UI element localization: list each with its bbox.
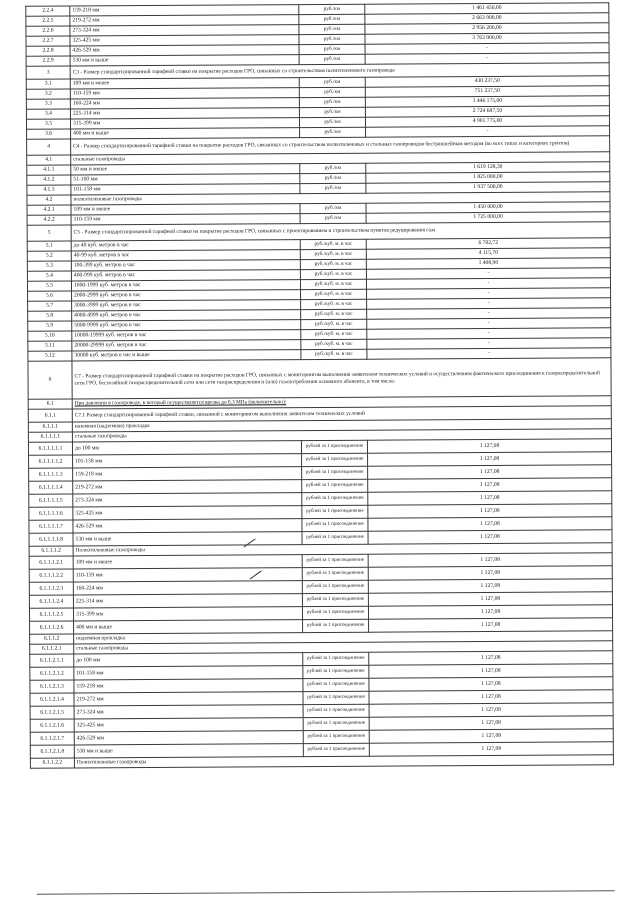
group-title: полиэтиленовые газопроводы	[71, 192, 610, 205]
group-title: подземная прокладка	[74, 631, 613, 644]
unit-of-measure: рублей за 1 присоединение	[302, 453, 368, 466]
rate-value: -	[366, 268, 610, 279]
unit-of-measure: рублей за 1 присоединение	[303, 619, 369, 632]
unit-of-measure: рублей за 1 присоединение	[302, 518, 368, 531]
item-number: 6.1.1.2.1.5	[30, 706, 74, 719]
item-number: 6.1.1.2.1.7	[30, 732, 74, 745]
section-title: С3 - Размер стандартизированной тарифной ставки на покрытие расходов ГРО, связанных со строительством полиэтиленового газопровода	[70, 63, 609, 79]
unit-of-measure: руб./км	[299, 14, 365, 24]
item-name: 160-224 мм	[70, 98, 299, 109]
unit-of-measure: руб./км	[299, 34, 365, 44]
rate-value: -	[365, 43, 609, 54]
item-name: 110-159 мм	[71, 214, 300, 225]
rate-value: 1 619 128,30	[366, 162, 610, 173]
section-title: С4 - Размер стандартизированной тарифной ставки на покрытие расходов ГРО, связанных со строительством полиэтиленовых и стальных газопроводов бестраншейным методом (во всех типах и категориях грунтов)	[71, 136, 610, 155]
item-number: 3	[26, 66, 70, 79]
rate-value: 1 127,08	[368, 517, 612, 531]
item-number: 5.1	[27, 241, 71, 251]
section-row	[28, 358, 611, 400]
rate-value: -	[367, 338, 611, 349]
rate-value: 2 663 900,00	[365, 13, 609, 24]
tariff-rates-table	[25, 2, 614, 769]
item-number: 2.2.4	[26, 6, 70, 16]
item-name: 20000-29999 куб. метров в час	[72, 340, 301, 351]
unit-of-measure: руб./км	[299, 77, 365, 87]
item-name: 2000-2999 куб. метров в час	[72, 290, 301, 301]
rate-value: 1 127,08	[369, 729, 613, 743]
group-title: Полиэтиленовые газопроводы	[73, 543, 612, 556]
unit-of-measure: руб./куб. м. в час	[301, 299, 367, 309]
rate-value: -	[367, 318, 611, 329]
group-title: наземная (надземная) прокладка	[72, 419, 611, 432]
item-number: 6.1.1.2	[30, 634, 74, 644]
unit-of-measure: рублей за 1 присоединение	[302, 580, 368, 593]
rate-value: 1 127,08	[368, 592, 612, 606]
unit-of-measure: руб./км	[299, 107, 365, 117]
item-number: 4	[27, 139, 71, 155]
unit-of-measure: рублей за 1 присоединение	[302, 492, 368, 505]
page-bottom-rule	[37, 890, 615, 895]
item-name: 159-218 мм	[70, 5, 299, 16]
item-number: 6.1.1.1.1.4	[29, 481, 73, 494]
unit-of-measure: руб./км	[299, 87, 365, 97]
item-number: 3.5	[26, 119, 70, 129]
rate-value: 4 115,70	[366, 248, 610, 259]
item-number: 4.1	[27, 155, 71, 165]
rate-value: 1 450 000,00	[366, 202, 610, 213]
unit-of-measure: руб./куб. м. в час	[301, 289, 367, 299]
group-title: стальные газопроводы	[72, 429, 611, 442]
rate-value: 1 127,08	[369, 618, 613, 632]
item-name: 219-272 мм	[70, 15, 299, 26]
group-title: стальные газопроводы	[71, 152, 610, 165]
rate-value: -	[367, 348, 611, 359]
item-name: 273-324 мм	[73, 493, 302, 507]
unit-of-measure: рублей за 1 присоединение	[302, 505, 368, 518]
rate-value: -	[366, 126, 610, 137]
unit-of-measure: рублей за 1 присоединение	[302, 466, 368, 479]
rate-value: -	[365, 53, 609, 64]
unit-of-measure: руб./км	[299, 97, 365, 107]
unit-of-measure: руб./км	[300, 183, 366, 193]
item-name: 10000-19999 куб. метров в час	[72, 330, 301, 341]
item-number: 6.1.1.1.1.7	[29, 520, 73, 533]
rate-value: -	[367, 328, 611, 339]
item-name: 530 мм и выше	[70, 55, 299, 66]
item-name: 101-158 мм	[73, 454, 302, 468]
rate-value: 1 127,08	[368, 504, 612, 518]
item-name: 219-272 мм	[73, 480, 302, 494]
rate-value: 1 127,08	[368, 491, 612, 505]
unit-of-measure: рублей за 1 присоединение	[302, 567, 368, 580]
item-number: 5.2	[27, 251, 71, 261]
rate-value: 1 127,08	[369, 716, 613, 730]
item-name: 51-100 мм	[71, 174, 300, 185]
item-number: 6.1.1.2.2	[30, 758, 74, 768]
item-name: 530 мм и выше	[74, 744, 303, 758]
item-name: 110-159 мм	[73, 568, 302, 582]
item-number: 6.1.1.2.1	[30, 644, 74, 654]
rate-value: 1 937 500,00	[366, 182, 610, 193]
rate-value: -	[367, 288, 611, 299]
rate-value: 3 763 900,00	[365, 33, 609, 44]
item-number: 2.2.8	[26, 46, 70, 56]
item-number: 5.8	[28, 311, 72, 321]
item-name: 110-159 мм	[70, 88, 299, 99]
rate-value: -	[367, 308, 611, 319]
unit-of-measure: руб./куб. м. в час	[300, 269, 366, 279]
item-name: 426-529 мм	[70, 45, 299, 56]
item-name: 273-324 мм	[70, 25, 299, 36]
unit-of-measure: руб./км	[300, 203, 366, 213]
item-number: 5.6	[28, 291, 72, 301]
item-number: 6.1.1.1.2.2	[29, 569, 73, 582]
item-number: 6.1.1.1.1	[28, 432, 72, 442]
unit-of-measure: рублей за 1 присоединение	[303, 678, 369, 691]
item-number: 3.1	[26, 79, 70, 89]
item-name: 225-314 мм	[73, 594, 302, 608]
rate-value: 1 408,90	[366, 258, 610, 269]
item-number: 6.1.1.2.1.2	[30, 667, 74, 680]
item-name: 100-399 куб. метров в час	[71, 260, 300, 271]
item-number: 5.7	[28, 301, 72, 311]
item-number: 6.1.1.2.1.8	[30, 745, 74, 758]
item-number: 6.1.1.1.2.1	[29, 556, 73, 569]
unit-of-measure: рублей за 1 присоединение	[302, 479, 368, 492]
unit-of-measure: рублей за 1 присоединение	[303, 717, 369, 730]
unit-of-measure: руб./км	[299, 4, 365, 14]
rate-value: 1 127,08	[368, 579, 612, 593]
item-name: 160-224 мм	[73, 581, 302, 595]
item-number: 6.1.1.1.1.1	[28, 442, 72, 455]
item-name: 1000-1999 куб. метров в час	[71, 280, 300, 291]
rate-value: 1 825 000,00	[366, 172, 610, 183]
item-number: 3.4	[26, 109, 70, 119]
rate-value: 6 702,72	[366, 238, 610, 249]
item-number: 3.6	[27, 129, 71, 139]
item-name: 426-529 мм	[74, 731, 303, 745]
item-name: 159-218 мм	[74, 679, 303, 693]
item-number: 6.1.1.2.1.3	[30, 680, 74, 693]
item-name: 101-158 мм	[71, 184, 300, 195]
item-number: 5.4	[27, 271, 71, 281]
item-number: 5.3	[27, 261, 71, 271]
item-name: 5000-9999 куб. метров в час	[72, 320, 301, 331]
unit-of-measure: руб./куб. м. в час	[300, 259, 366, 269]
rate-value: 1 127,08	[369, 677, 613, 691]
section-title: С5 - Размер стандартизированной тарифной ставки на покрытие расходов ГРО, связанных с проектированием и строительством пунктов редуцирования газа	[71, 222, 610, 241]
rate-value: 1 127,08	[369, 703, 613, 717]
unit-of-measure: руб./куб. м. в час	[301, 349, 367, 359]
item-name: 101-158 мм	[74, 666, 303, 680]
tariff-rates-body	[26, 3, 614, 769]
rate-value: 1 127,08	[368, 452, 612, 466]
group-title: стальные газопроводы	[74, 641, 613, 654]
unit-of-measure: рублей за 1 присоединение	[303, 665, 369, 678]
item-name: 426-529 мм	[73, 519, 302, 533]
item-number: 6.1.1	[28, 409, 72, 422]
unit-of-measure: рублей за 1 присоединение	[302, 531, 368, 544]
item-number: 5.5	[27, 281, 71, 291]
rate-value: 430 237,50	[365, 76, 609, 87]
unit-of-measure: руб./куб. м. в час	[301, 319, 367, 329]
section-title: С7.1 Размер стандартизированной тарифной ставки, связанной с мониторингом выполнения заявителем технических условий	[72, 406, 611, 422]
unit-of-measure: руб./км	[300, 127, 366, 137]
rate-value: 1 127,08	[369, 742, 613, 756]
item-number: 5	[27, 225, 71, 241]
unit-of-measure: рублей за 1 присоединение	[303, 730, 369, 743]
item-number: 6.1.1.1.1.2	[29, 455, 73, 468]
unit-of-measure: руб./куб. м. в час	[301, 339, 367, 349]
item-number: 2.2.7	[26, 36, 70, 46]
unit-of-measure: рублей за 1 присоединение	[302, 554, 368, 567]
rate-value: 1 127,08	[368, 530, 612, 544]
item-number: 6.1	[28, 399, 72, 409]
rate-value: 1 127,08	[369, 690, 613, 704]
item-name: 30000 куб. метров в час и выше	[72, 350, 301, 361]
item-number: 6.1.1.1.2	[29, 546, 73, 556]
item-number: 6.1.1.1.1.8	[29, 533, 73, 546]
unit-of-measure: рублей за 1 присоединение	[302, 606, 368, 619]
item-name: 159-218 мм	[73, 467, 302, 481]
item-number: 4.2	[27, 195, 71, 205]
item-number: 2.2.9	[26, 56, 70, 66]
item-number: 6.1.1.1	[28, 422, 72, 432]
item-number: 6.1.1.1.2.4	[29, 595, 73, 608]
item-name: 3000-3999 куб. метров в час	[72, 300, 301, 311]
unit-of-measure: руб./куб. м. в час	[301, 309, 367, 319]
unit-of-measure: руб./км	[299, 117, 365, 127]
item-number: 6.1.1.1.1.3	[29, 468, 73, 481]
item-number: 6.1.1.2.1.6	[30, 719, 74, 732]
rate-value: 1 127,08	[367, 439, 611, 453]
item-name: 273-324 мм	[74, 705, 303, 719]
rate-value: 1 127,08	[368, 553, 612, 567]
item-number: 6.1.1.1.1.5	[29, 494, 73, 507]
item-number: 5.9	[28, 321, 72, 331]
item-name: 315-399 мм	[73, 607, 302, 621]
item-name: до 100 мм	[72, 441, 301, 455]
item-name: 40-99 куб. метров в час	[71, 250, 300, 261]
rate-value: 1 127,08	[368, 465, 612, 479]
item-name: 219-272 мм	[74, 692, 303, 706]
unit-of-measure: руб./км	[299, 24, 365, 34]
item-number: 4.1.1	[27, 165, 71, 175]
rate-value: 1 127,08	[369, 664, 613, 678]
item-number: 6.1.1.2.1.1	[30, 654, 74, 667]
unit-of-measure: руб./км	[300, 163, 366, 173]
item-name: 325-425 мм	[74, 718, 303, 732]
item-number: 3.2	[26, 89, 70, 99]
rate-value: 1 127,08	[368, 605, 612, 619]
item-number: 5.10	[28, 331, 72, 341]
unit-of-measure: рублей за 1 присоединение	[301, 440, 367, 453]
item-name: 109 мм и менее	[70, 78, 299, 89]
item-name: 109 мм и менее	[73, 555, 302, 569]
item-name: 530 мм и выше	[73, 532, 302, 546]
item-number: 6.1.1.1.2.6	[30, 621, 74, 634]
rate-value: 2 956 200,00	[365, 23, 609, 34]
unit-of-measure: руб./куб. м. в час	[300, 239, 366, 249]
rate-value: -	[366, 278, 610, 289]
item-number: 2.2.5	[26, 16, 70, 26]
item-name: 325-425 мм	[70, 35, 299, 46]
item-number: 6	[28, 361, 72, 399]
item-name: 325-425 мм	[73, 506, 302, 520]
item-number: 4.2.2	[27, 215, 71, 225]
item-name: 400-999 куб. метров в час	[71, 270, 300, 281]
item-number: 5.12	[28, 351, 72, 361]
rate-value: 2 724 687,50	[365, 106, 609, 117]
rate-value: 751 237,50	[365, 86, 609, 97]
unit-of-measure: руб./куб. м. в час	[300, 279, 366, 289]
unit-of-measure: руб./куб. м. в час	[300, 249, 366, 259]
item-number: 4.2.1	[27, 205, 71, 215]
item-name: 400 мм и выше	[74, 620, 303, 634]
item-number: 4.1.3	[27, 185, 71, 195]
item-number: 6.1.1.1.2.5	[29, 608, 73, 621]
item-number: 6.1.1.2.1.4	[30, 693, 74, 706]
group-title: Полиэтиленовые газопроводы	[74, 755, 613, 768]
unit-of-measure: рублей за 1 присоединение	[303, 691, 369, 704]
rate-value: 1 446 175,00	[365, 96, 609, 107]
item-number: 4.1.2	[27, 175, 71, 185]
rate-value: 4 901 775,00	[365, 116, 609, 127]
unit-of-measure: рублей за 1 присоединение	[303, 652, 369, 665]
item-name: 315-399 мм	[70, 118, 299, 129]
rate-value: 1 127,08	[369, 651, 613, 665]
rate-value: 1 461 450,00	[365, 3, 609, 14]
unit-of-measure: рублей за 1 присоединение	[303, 743, 369, 756]
rate-value: 1 725 000,00	[366, 212, 610, 223]
unit-of-measure: руб./км	[299, 54, 365, 64]
item-number: 5.11	[28, 341, 72, 351]
rate-value: 1 127,08	[368, 566, 612, 580]
section-title: С7 - Размер стандартизированной тарифной ставки на покрытие расходов ГРО, связанных с мониторингом выполнения заявителем технических условий и осуществлением фактического присоединения к газораспределительной сети ГРО, бесхозяйной газораспределительной сети или сети газораспределения и (или) газопотребления основного абонента, в том числе:	[72, 358, 611, 399]
item-number: 6.1.1.1.1.6	[29, 507, 73, 520]
item-number: 3.3	[26, 99, 70, 109]
rate-value: -	[367, 298, 611, 309]
unit-of-measure: руб./км	[300, 213, 366, 223]
unit-of-measure: руб./куб. м. в час	[301, 329, 367, 339]
item-name: 50 мм и менее	[71, 164, 300, 175]
item-name: до 100 мм	[74, 653, 303, 667]
unit-of-measure: руб./км	[299, 44, 365, 54]
rate-value: 1 127,08	[368, 478, 612, 492]
item-name: до 40 куб. метров в час	[71, 240, 300, 251]
item-name: 4000-4999 куб. метров в час	[72, 310, 301, 321]
unit-of-measure: рублей за 1 присоединение	[303, 704, 369, 717]
unit-of-measure: рублей за 1 присоединение	[302, 593, 368, 606]
item-number: 2.2.6	[26, 26, 70, 36]
item-name: 400 мм и выше	[71, 128, 300, 139]
item-name: 225-314 мм	[70, 108, 299, 119]
item-number: 6.1.1.1.2.3	[29, 582, 73, 595]
section-title: При давлении в газопроводе, в который осуществляется врезка до 0,3 МПа (включительно):	[72, 396, 611, 409]
item-name: 109 мм и менее	[71, 204, 300, 215]
unit-of-measure: руб./км	[300, 173, 366, 183]
